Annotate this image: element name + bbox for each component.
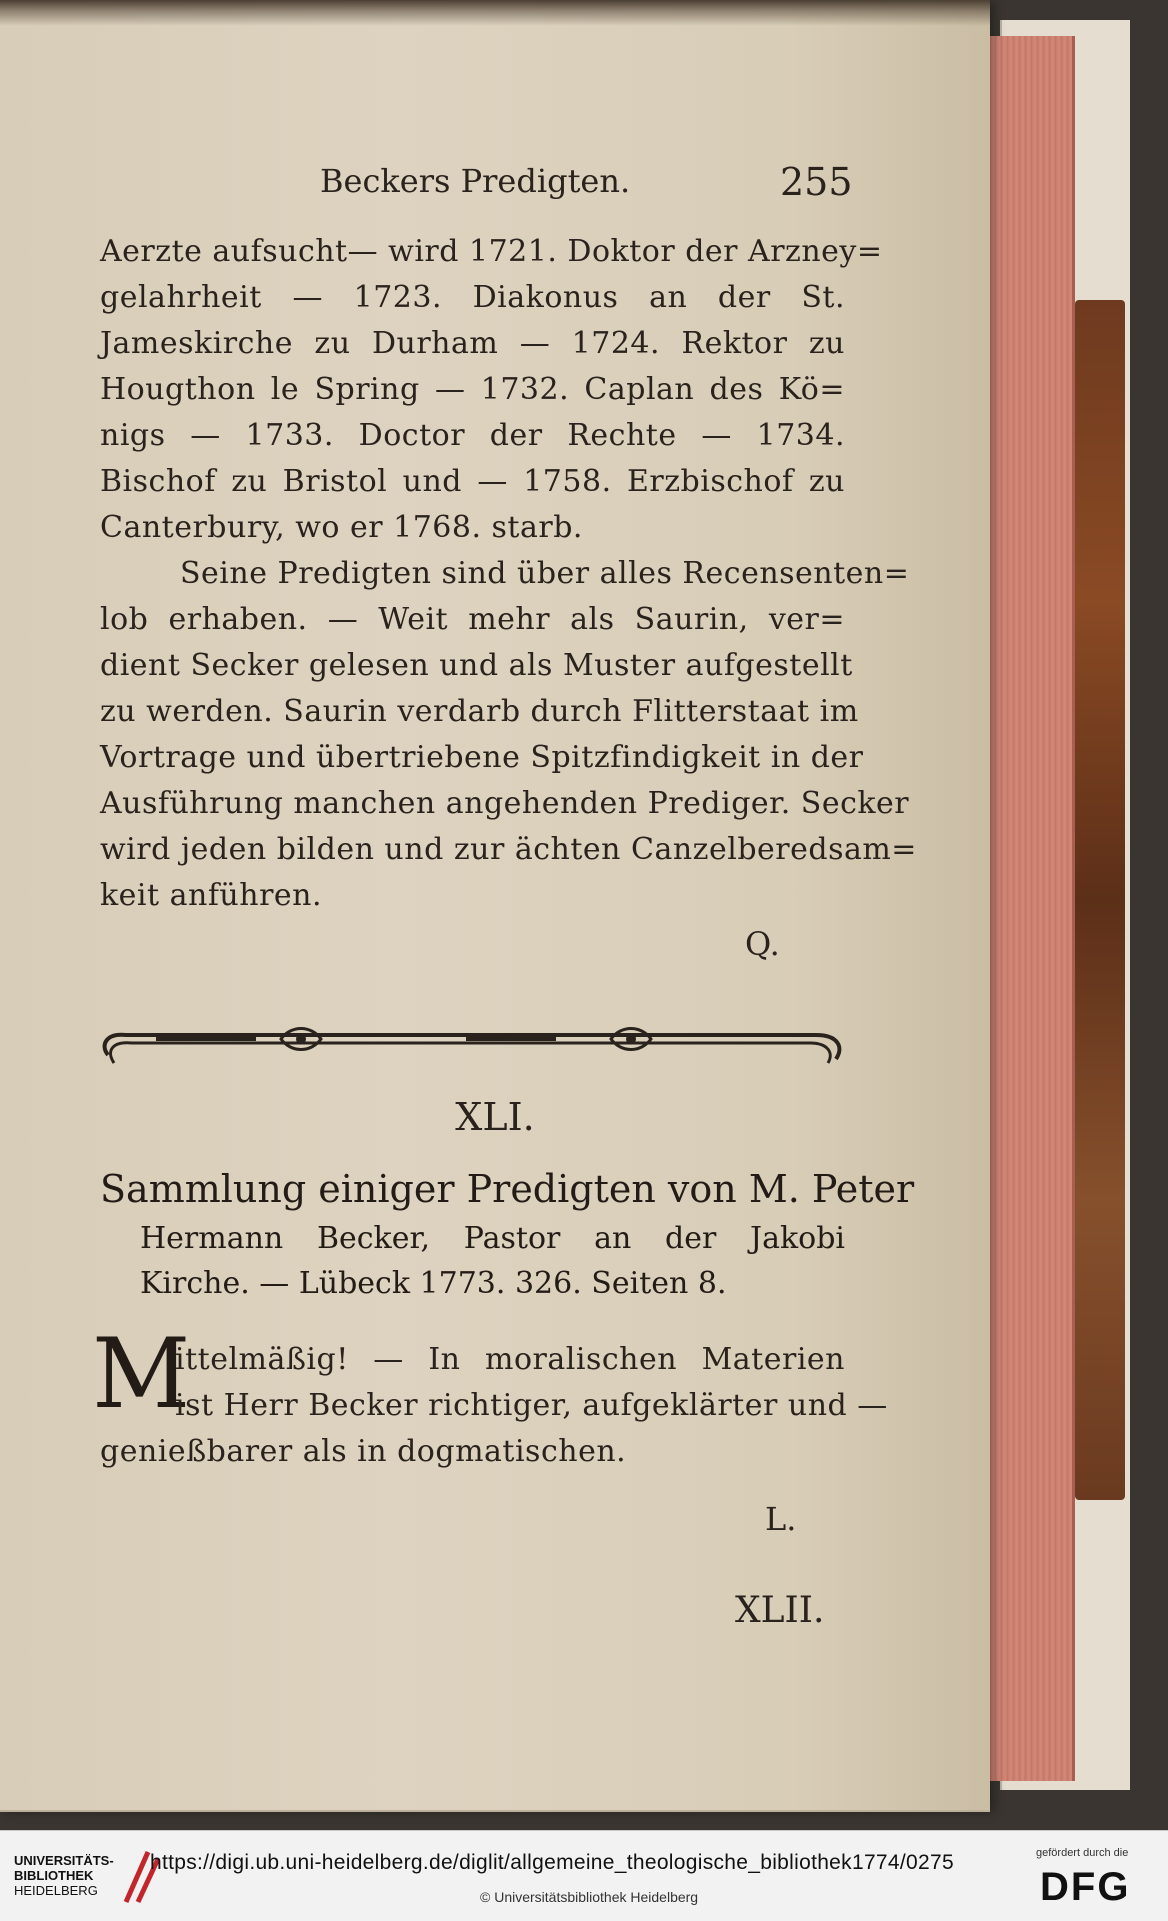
text-line: Aerzte aufsucht— wird 1721. Doktor der Arzney= [100,234,883,269]
text-line: nigs — 1733. Doctor der Rechte — 1734. [100,418,845,453]
catchword: XLII. [735,1590,825,1631]
text-line: genießbarer als in dogmatischen. [100,1434,627,1469]
ornamental-rule [96,1015,848,1075]
text-line: dient Secker gelesen und als Muster aufgestellt [100,648,853,683]
permalink-url[interactable]: https://digi.ub.uni-heidelberg.de/diglit/allgemeine_theologische_bibliothek1774/0275 [150,1851,954,1874]
text-line: wird jeden bilden und zur ächten Canzelberedsam= [100,832,917,867]
viewer-footer [0,1830,1168,1921]
page-fore-edge [990,36,1075,1781]
text-line: Jameskirche zu Durham — 1724. Rektor zu [100,326,845,361]
library-logo [14,1853,114,1898]
title-line: Sammlung einiger Predigten von M. Peter [100,1167,915,1211]
reviewer-signature: Q. [745,925,780,963]
text-line: gelahrheit — 1723. Diakonus an der St. [100,280,845,315]
text-line: Vortrage und übertriebene Spitzfindigkeit in der [100,740,864,775]
text-line: keit anführen. [100,878,323,913]
title-line: Kirche. — Lübeck 1773. 326. Seiten 8. [140,1266,727,1301]
library-name-line: UNIVERSITÄTS- [14,1853,114,1868]
title-line: Hermann Becker, Pastor an der Jakobi [140,1221,845,1256]
text-line: ittelmäßig! — In moralischen Materien [175,1342,845,1377]
text-line: ist Herr Becker richtiger, aufgeklärter und — [175,1388,888,1423]
dfg-logo: DFG [1040,1865,1131,1909]
library-name-line: HEIDELBERG [14,1883,98,1898]
page-number: 255 [780,160,853,204]
library-name-line: BIBLIOTHEK [14,1868,94,1883]
copyright-notice: © Universitätsbibliothek Heidelberg [480,1889,699,1905]
running-head: Beckers Predigten. [320,162,631,200]
text-line: Hougthon le Spring — 1732. Caplan des Kö= [100,372,845,407]
reviewer-signature: L. [765,1500,797,1538]
text-line: Canterbury, wo er 1768. starb. [100,510,583,545]
text-line: lob erhaben. — Weit mehr als Saurin, ver= [100,602,845,637]
section-number: XLI. [455,1095,535,1139]
marbled-cover [1075,300,1125,1500]
page-top-shadow [0,0,990,26]
drop-cap: M [92,1318,191,1430]
text-line: Bischof zu Bristol und — 1758. Erzbischof zu [100,464,845,499]
funding-note: gefördert durch die [1036,1847,1129,1859]
text-line: Ausführung manchen angehenden Prediger. Secker [100,786,910,821]
text-line: zu werden. Saurin verdarb durch Flitterstaat im [100,694,859,729]
text-line: Seine Predigten sind über alles Recensenten= [180,556,910,591]
